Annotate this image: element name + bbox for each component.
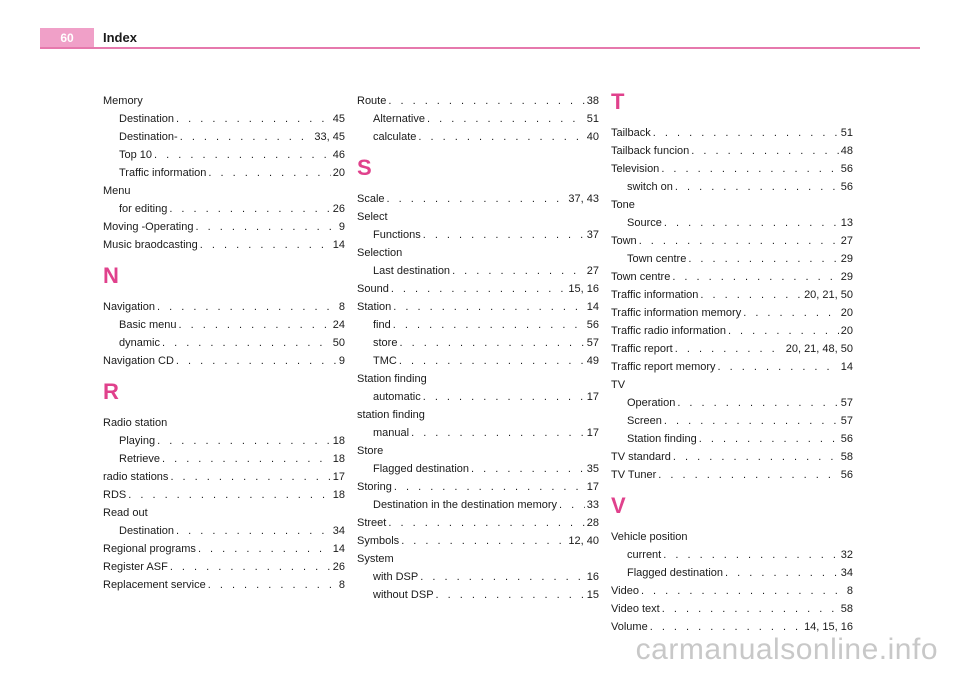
- index-subentry: [357, 130, 599, 144]
- index-entry: [103, 354, 345, 368]
- index-term: Scale: [357, 193, 385, 205]
- index-entry: [357, 444, 599, 458]
- index-subentry: [611, 252, 853, 266]
- page-reference: 32: [840, 549, 853, 561]
- page-reference: 57: [840, 397, 853, 409]
- page-reference: 33: [586, 499, 599, 511]
- page-reference: 57: [840, 415, 853, 427]
- dot-leader: [157, 300, 337, 314]
- dot-leader: [170, 470, 330, 484]
- page-reference: 27: [840, 235, 853, 247]
- dot-leader: [169, 202, 330, 216]
- dot-leader: [198, 542, 331, 556]
- index-term: Traffic information: [611, 289, 699, 301]
- page-reference: 45: [332, 113, 345, 125]
- page-reference: 18: [332, 453, 345, 465]
- dot-leader: [743, 306, 839, 320]
- dot-leader: [157, 434, 331, 448]
- index-term: Traffic radio information: [611, 325, 726, 337]
- index-term: RDS: [103, 489, 127, 501]
- dot-leader: [664, 216, 839, 230]
- index-term: Playing: [119, 435, 156, 447]
- dot-leader: [208, 166, 330, 180]
- index-term: find: [373, 319, 391, 331]
- index-entry: [611, 270, 853, 284]
- section-letter: T: [611, 89, 625, 114]
- index-entry: [611, 144, 853, 158]
- index-entry: [357, 94, 599, 108]
- index-entry: [103, 470, 345, 484]
- index-entry: [611, 360, 853, 374]
- index-term: Register ASF: [103, 561, 168, 573]
- dot-leader: [718, 360, 839, 374]
- dot-leader: [391, 282, 567, 296]
- index-entry: [357, 282, 599, 296]
- page-number-tab: 60: [40, 28, 94, 48]
- dot-leader: [200, 238, 331, 252]
- section-letter: N: [103, 263, 119, 288]
- index-term: Route: [357, 95, 387, 107]
- index-term: Traffic report memory: [611, 361, 716, 373]
- page-reference: 58: [840, 603, 853, 615]
- page-reference: 14: [586, 301, 599, 313]
- index-entry: [357, 372, 599, 386]
- page-reference: 13: [840, 217, 853, 229]
- index-entry: [611, 288, 853, 302]
- dot-leader: [154, 148, 331, 162]
- page-reference: 46: [332, 149, 345, 161]
- page-reference: 51: [586, 113, 599, 125]
- page-reference: 16: [586, 571, 599, 583]
- dot-leader: [128, 488, 331, 502]
- dot-leader: [387, 192, 567, 206]
- index-entry: [103, 220, 345, 234]
- index-term: Flagged destination: [373, 463, 470, 475]
- dot-leader: [178, 318, 330, 332]
- index-term: current: [627, 549, 662, 561]
- dot-leader: [176, 524, 331, 538]
- index-term: Read out: [103, 507, 148, 519]
- page-reference: 20: [840, 325, 853, 337]
- index-term: Screen: [627, 415, 662, 427]
- dot-leader: [661, 162, 838, 176]
- index-subentry: [357, 588, 599, 602]
- index-term: manual: [373, 427, 410, 439]
- page-reference: 12, 40: [568, 535, 599, 547]
- index-subentry: [357, 112, 599, 126]
- index-entry: [357, 552, 599, 566]
- index-term: Video: [611, 585, 639, 597]
- index-term: Basic menu: [119, 319, 177, 331]
- section-letter: V: [611, 493, 626, 518]
- index-entry: [611, 602, 853, 616]
- index-term: Replacement service: [103, 579, 206, 591]
- dot-leader: [423, 390, 585, 404]
- index-term: with DSP: [373, 571, 419, 583]
- index-subentry: [357, 570, 599, 584]
- section-letter: S: [357, 155, 372, 180]
- dot-leader: [162, 452, 331, 466]
- page-reference: 56: [586, 319, 599, 331]
- index-entry: [103, 578, 345, 592]
- index-subentry: [103, 112, 345, 126]
- index-subentry: [357, 426, 599, 440]
- index-term: TMC: [373, 355, 397, 367]
- index-subentry: [103, 318, 345, 332]
- index-term: Vehicle position: [611, 531, 688, 543]
- page-reference: 27: [586, 265, 599, 277]
- index-subentry: [357, 462, 599, 476]
- index-term: radio stations: [103, 471, 169, 483]
- dot-leader: [388, 516, 584, 530]
- index-entry: [103, 300, 345, 314]
- index-term: Retrieve: [119, 453, 160, 465]
- index-term: Source: [627, 217, 662, 229]
- index-subentry: [357, 318, 599, 332]
- page-reference: 51: [840, 127, 853, 139]
- page-reference: 37, 43: [568, 193, 599, 205]
- dot-leader: [399, 354, 585, 368]
- index-term: Store: [357, 445, 384, 457]
- page-reference: 29: [840, 271, 853, 283]
- index-term: calculate: [373, 131, 417, 143]
- index-term: Last destination: [373, 265, 451, 277]
- page-reference: 20: [332, 167, 345, 179]
- dot-leader: [399, 336, 584, 350]
- index-entry: [611, 162, 853, 176]
- header-divider: [40, 47, 920, 49]
- dot-leader: [675, 180, 839, 194]
- page-reference: 17: [332, 471, 345, 483]
- index-subentry: [103, 434, 345, 448]
- dot-leader: [393, 300, 585, 314]
- index-subentry: [357, 354, 599, 368]
- index-entry: [611, 468, 853, 482]
- page-reference: 28: [586, 517, 599, 529]
- dot-leader: [728, 324, 839, 338]
- page-reference: 56: [840, 433, 853, 445]
- dot-leader: [401, 534, 566, 548]
- index-entry: [611, 342, 853, 356]
- index-entry: [357, 192, 599, 206]
- dot-leader: [675, 342, 784, 356]
- dot-leader: [436, 588, 585, 602]
- page-reference: 56: [840, 469, 853, 481]
- index-term: System: [357, 553, 394, 565]
- page-title: Index: [103, 30, 137, 45]
- index-term: Destination in the destination memory: [373, 499, 558, 511]
- dot-leader: [196, 220, 337, 234]
- index-term: dynamic: [119, 337, 160, 349]
- index-term: Traffic information: [119, 167, 207, 179]
- index-subentry: [611, 432, 853, 446]
- dot-leader: [393, 318, 585, 332]
- index-subentry: [611, 566, 853, 580]
- index-term: Selection: [357, 247, 403, 259]
- page-reference: 35: [586, 463, 599, 475]
- index-entry: [611, 234, 853, 248]
- page-reference: 34: [840, 567, 853, 579]
- index-subentry: [103, 130, 345, 144]
- index-entry: [103, 416, 345, 430]
- dot-leader: [170, 560, 331, 574]
- page-reference: 38: [586, 95, 599, 107]
- index-entry: [611, 450, 853, 464]
- page-reference: 50: [332, 337, 345, 349]
- dot-leader: [691, 144, 838, 158]
- index-entry: [103, 506, 345, 520]
- dot-leader: [658, 468, 839, 482]
- dot-leader: [394, 480, 585, 494]
- index-term: Top 10: [119, 149, 153, 161]
- dot-leader: [418, 130, 584, 144]
- index-term: Tailback: [611, 127, 651, 139]
- index-term: Sound: [357, 283, 389, 295]
- page-reference: 26: [332, 203, 345, 215]
- index-term: for editing: [119, 203, 168, 215]
- index-term: Flagged destination: [627, 567, 724, 579]
- index-term: Destination: [119, 113, 175, 125]
- index-term: Music braodcasting: [103, 239, 198, 251]
- index-subentry: [611, 216, 853, 230]
- index-column-3: [611, 89, 853, 638]
- page-reference: 56: [840, 181, 853, 193]
- index-subentry: [103, 452, 345, 466]
- page-reference: 17: [586, 481, 599, 493]
- page-reference: 15: [586, 589, 599, 601]
- dot-leader: [700, 288, 802, 302]
- index-entry: [103, 94, 345, 108]
- page-reference: 49: [586, 355, 599, 367]
- dot-leader: [672, 270, 838, 284]
- index-term: Functions: [373, 229, 421, 241]
- dot-leader: [411, 426, 585, 440]
- index-term: Town centre: [611, 271, 671, 283]
- page-reference: 14: [840, 361, 853, 373]
- dot-leader: [639, 234, 839, 248]
- page-reference: 18: [332, 489, 345, 501]
- index-term: Regional programs: [103, 543, 196, 555]
- page-reference: 15, 16: [568, 283, 599, 295]
- index-subentry: [103, 336, 345, 350]
- index-term: Select: [357, 211, 388, 223]
- page-reference: 34: [332, 525, 345, 537]
- dot-leader: [162, 336, 331, 350]
- dot-leader: [423, 228, 585, 242]
- dot-leader: [725, 566, 839, 580]
- page-reference: 57: [586, 337, 599, 349]
- page-reference: 8: [338, 301, 345, 313]
- dot-leader: [664, 414, 839, 428]
- index-term: Video text: [611, 603, 660, 615]
- dot-leader: [650, 620, 802, 634]
- page-reference: 20, 21, 48, 50: [785, 343, 853, 355]
- index-term: Destination: [119, 525, 175, 537]
- index-entry: [357, 210, 599, 224]
- index-entry: [103, 542, 345, 556]
- index-subentry: [103, 166, 345, 180]
- section-letter: R: [103, 379, 119, 404]
- index-entry: [357, 534, 599, 548]
- dot-leader: [641, 584, 845, 598]
- dot-leader: [208, 578, 337, 592]
- page-reference: 14: [332, 239, 345, 251]
- page-reference: 17: [586, 427, 599, 439]
- index-term: store: [373, 337, 398, 349]
- index-entry: [103, 238, 345, 252]
- index-term: Memory: [103, 95, 143, 107]
- index-term: Town: [611, 235, 637, 247]
- index-term: Symbols: [357, 535, 400, 547]
- index-term: Navigation: [103, 301, 155, 313]
- index-term: station finding: [357, 409, 425, 421]
- index-subentry: [357, 264, 599, 278]
- index-entry: [611, 198, 853, 212]
- index-entry: [611, 584, 853, 598]
- index-term: automatic: [373, 391, 421, 403]
- page-reference: 20: [840, 307, 853, 319]
- index-term: without DSP: [373, 589, 434, 601]
- index-subentry: [357, 390, 599, 404]
- dot-leader: [688, 252, 838, 266]
- index-term: TV standard: [611, 451, 671, 463]
- dot-leader: [699, 432, 839, 446]
- page-reference: 8: [846, 585, 853, 597]
- index-term: Town centre: [627, 253, 687, 265]
- index-subentry: [357, 228, 599, 242]
- dot-leader: [662, 602, 839, 616]
- index-entry: [357, 300, 599, 314]
- page-reference: 26: [332, 561, 345, 573]
- index-term: Destination-: [119, 131, 178, 143]
- index-term: Operation: [627, 397, 676, 409]
- dot-leader: [180, 130, 313, 144]
- index-term: Volume: [611, 621, 648, 633]
- index-entry: [357, 480, 599, 494]
- index-term: Navigation CD: [103, 355, 174, 367]
- page-reference: 14: [332, 543, 345, 555]
- index-entry: [611, 378, 853, 392]
- index-term: Tailback funcion: [611, 145, 690, 157]
- page-reference: 9: [338, 355, 345, 367]
- index-term: Station finding: [357, 373, 427, 385]
- index-subentry: [611, 414, 853, 428]
- page-reference: 37: [586, 229, 599, 241]
- page-reference: 29: [840, 253, 853, 265]
- index-term: Street: [357, 517, 387, 529]
- index-term: Menu: [103, 185, 131, 197]
- index-term: switch on: [627, 181, 673, 193]
- index-column-1: [103, 94, 345, 596]
- watermark: carmanualsonline.info: [635, 633, 938, 666]
- page-reference: 14, 15, 16: [804, 621, 853, 633]
- index-entry: [357, 516, 599, 530]
- index-entry: [611, 530, 853, 544]
- page-reference: 20, 21, 50: [804, 289, 853, 301]
- index-term: Tone: [611, 199, 635, 211]
- index-term: Moving -Operating: [103, 221, 194, 233]
- index-entry: [611, 126, 853, 140]
- dot-leader: [176, 354, 337, 368]
- index-term: TV Tuner: [611, 469, 657, 481]
- page-reference: 17: [586, 391, 599, 403]
- index-subentry: [611, 180, 853, 194]
- dot-leader: [176, 112, 331, 126]
- index-subentry: [103, 202, 345, 216]
- index-subentry: [103, 148, 345, 162]
- page-reference: 8: [338, 579, 345, 591]
- page-reference: 24: [332, 319, 345, 331]
- dot-leader: [427, 112, 585, 126]
- page-reference: 48: [840, 145, 853, 157]
- index-entry: [357, 408, 599, 422]
- dot-leader: [653, 126, 839, 140]
- index-term: Radio station: [103, 417, 168, 429]
- dot-leader: [663, 548, 839, 562]
- index-term: Traffic report: [611, 343, 673, 355]
- index-subentry: [357, 498, 599, 512]
- dot-leader: [471, 462, 585, 476]
- dot-leader: [452, 264, 585, 278]
- page-reference: 33, 45: [314, 131, 345, 143]
- dot-leader: [559, 498, 585, 512]
- page-reference: 58: [840, 451, 853, 463]
- page-reference: 40: [586, 131, 599, 143]
- index-entry: [103, 560, 345, 574]
- page-reference: 56: [840, 163, 853, 175]
- index-entry: [357, 246, 599, 260]
- index-entry: [103, 184, 345, 198]
- index-term: Traffic information memory: [611, 307, 742, 319]
- index-subentry: [611, 396, 853, 410]
- index-entry: [611, 620, 853, 634]
- index-term: TV: [611, 379, 626, 391]
- dot-leader: [673, 450, 839, 464]
- index-entry: [611, 306, 853, 320]
- index-entry: [611, 324, 853, 338]
- index-term: Station finding: [627, 433, 697, 445]
- index-entry: [103, 488, 345, 502]
- dot-leader: [420, 570, 585, 584]
- index-term: Alternative: [373, 113, 425, 125]
- page-reference: 18: [332, 435, 345, 447]
- page-reference: 9: [338, 221, 345, 233]
- index-subentry: [611, 548, 853, 562]
- index-term: Television: [611, 163, 660, 175]
- index-column-2: [357, 94, 599, 606]
- index-term: Station: [357, 301, 392, 313]
- dot-leader: [677, 396, 838, 410]
- index-subentry: [103, 524, 345, 538]
- index-term: Storing: [357, 481, 392, 493]
- dot-leader: [388, 94, 584, 108]
- index-subentry: [357, 336, 599, 350]
